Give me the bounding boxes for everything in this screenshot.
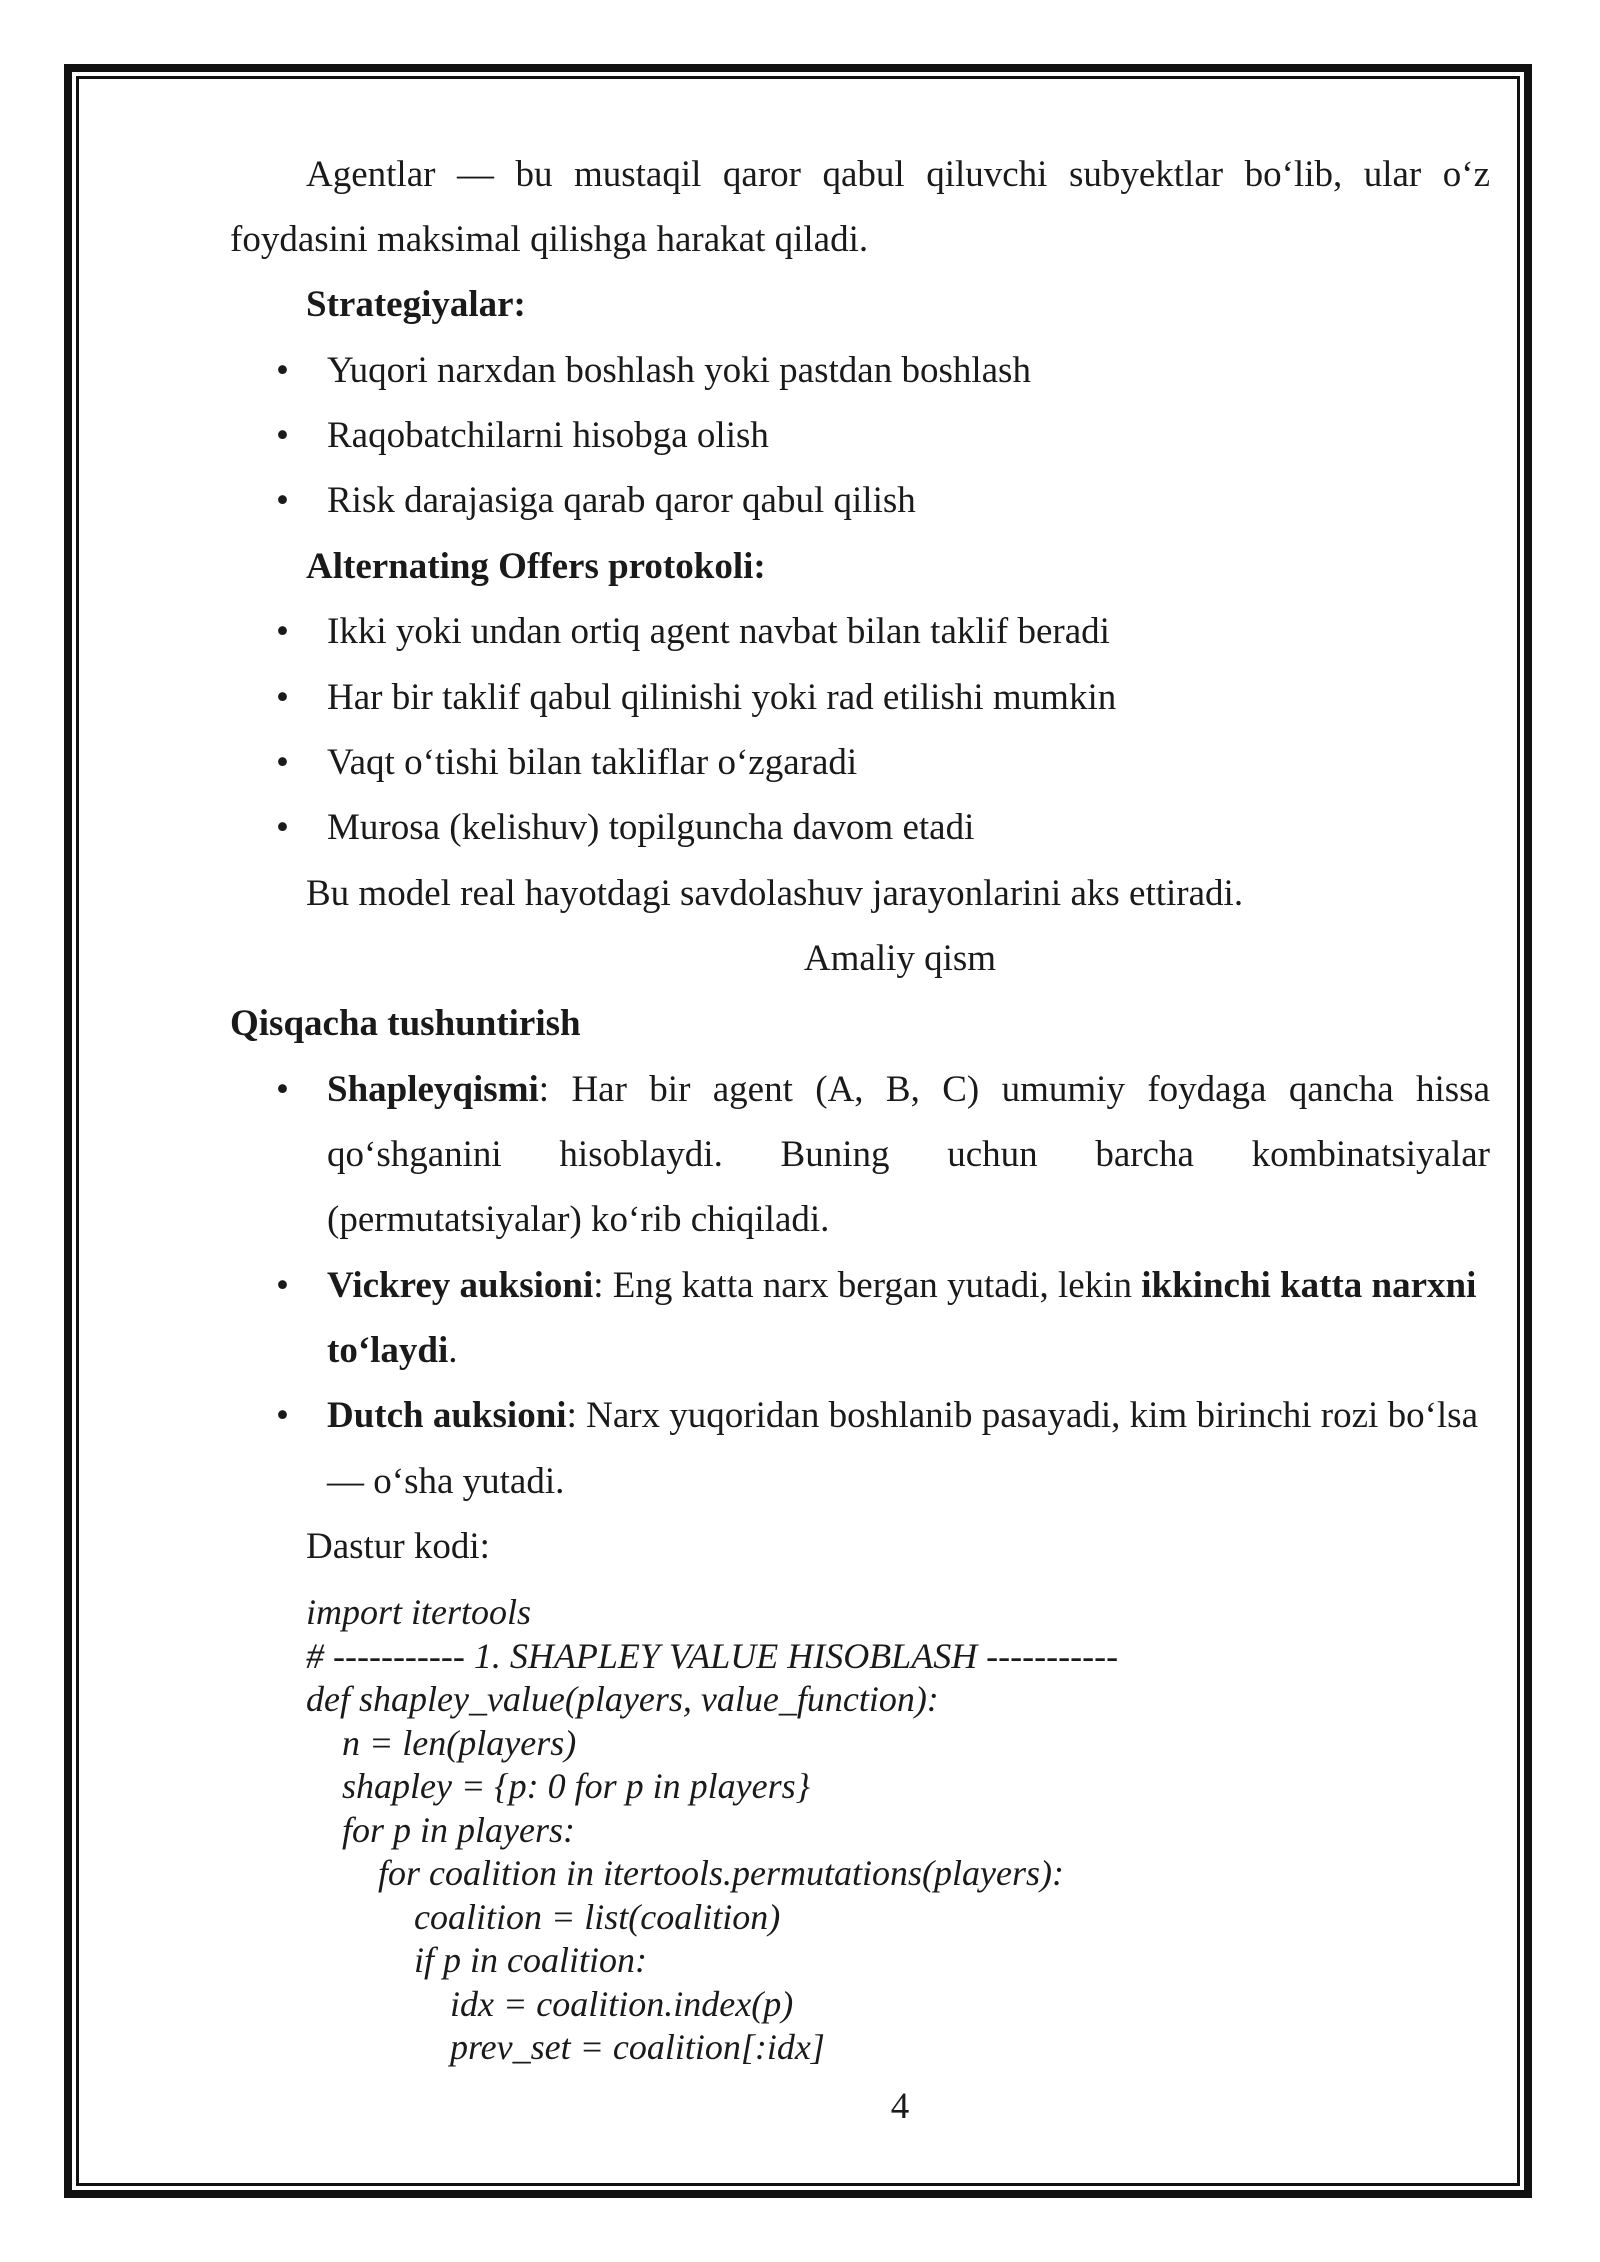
shapley-line1 [327,1068,1490,1112]
code-line: # ----------- 1. SHAPLEY VALUE HISOBLASH ----------- [306,1636,1119,1676]
page-number: 4 [890,2086,910,2127]
protocol-item-2: Har bir taklif qabul qilinishi yoki rad etilishi mumkin [327,677,1117,718]
code-line: coalition = list(coalition) [306,1897,781,1937]
bullet-icon: • [276,1069,289,1110]
vickrey-line2 [327,1329,458,1373]
protocol-item-1: Ikki yoki undan ortiq agent navbat bilan taklif beradi [327,611,1110,652]
vickrey-bold-tail: ikkinchi katta narxni [1141,1265,1477,1306]
bullet-icon: • [276,1265,289,1306]
code-line: if p in coalition: [306,1940,647,1980]
code-line: import itertools [306,1592,532,1632]
bullet-icon: • [276,807,289,848]
protocol-item-3: Vaqt o‘tishi bilan takliflar o‘zgaradi [327,742,858,783]
bullet-icon: • [276,480,289,521]
code-label: Dastur kodi: [306,1526,490,1567]
code-line: n = len(players) [306,1723,577,1763]
strategy-item-3: Risk darajasiga qarab qaror qabul qilish [327,480,916,521]
protocol-heading: Alternating Offers protokoli: [306,546,766,587]
subsection-heading: Qisqacha tushuntirish [230,1003,581,1044]
code-line: for p in players: [306,1810,575,1850]
agents-paragraph-line2: foydasini maksimal qilishga harakat qiladi. [230,219,869,260]
vickrey-bold-line2: to‘laydi [327,1330,449,1371]
shapley-term: Shapleyqismi [327,1069,539,1110]
section-title: Amaliy qism [803,938,997,979]
shapley-text: : Har bir agent (A, B, C) umumiy foydaga qancha hissa [538,1069,1490,1110]
vickrey-term: Vickrey auksioni [327,1265,594,1306]
vickrey-line1 [327,1264,1476,1308]
vickrey-text: : Eng katta narx bergan yutadi, lekin [593,1265,1142,1306]
bullet-icon: • [276,611,289,652]
code-line: for coalition in itertools.permutations(players): [306,1853,1064,1893]
bullet-icon: • [276,677,289,718]
code-line: idx = coalition.index(p) [306,1984,794,2024]
bullet-icon: • [276,350,289,391]
strategies-heading: Strategiyalar: [306,284,526,325]
code-line: shapley = {p: 0 for p in players} [306,1766,811,1806]
dutch-line1 [327,1394,1478,1438]
code-line: def shapley_value(players, value_function): [306,1679,939,1719]
bullet-icon: • [276,742,289,783]
vickrey-end: . [448,1330,458,1371]
dutch-text: : Narx yuqoridan boshlanib pasayadi, kim birinchi rozi bo‘lsa [566,1395,1478,1436]
dutch-term: Dutch auksioni [327,1395,567,1436]
protocol-item-4: Murosa (kelishuv) topilguncha davom etadi [327,807,975,848]
agents-paragraph-line1: Agentlar — bu mustaqil qaror qabul qiluvchi subyektlar bo‘lib, ular o‘z [306,154,1490,195]
strategy-item-1: Yuqori narxdan boshlash yoki pastdan boshlash [327,350,1031,391]
bullet-icon: • [276,415,289,456]
code-line: prev_set = coalition[:idx] [306,2027,825,2067]
strategy-item-2: Raqobatchilarni hisobga olish [327,415,769,456]
dutch-line2: — o‘sha yutadi. [327,1461,565,1502]
shapley-line3: (permutatsiyalar) ko‘rib chiqiladi. [327,1199,830,1240]
shapley-line2: qo‘shganini hisoblaydi. Buning uchun barcha kombinatsiyalar [327,1134,1490,1175]
protocol-summary: Bu model real hayotdagi savdolashuv jarayonlarini aks ettiradi. [306,873,1244,914]
bullet-icon: • [276,1395,289,1436]
